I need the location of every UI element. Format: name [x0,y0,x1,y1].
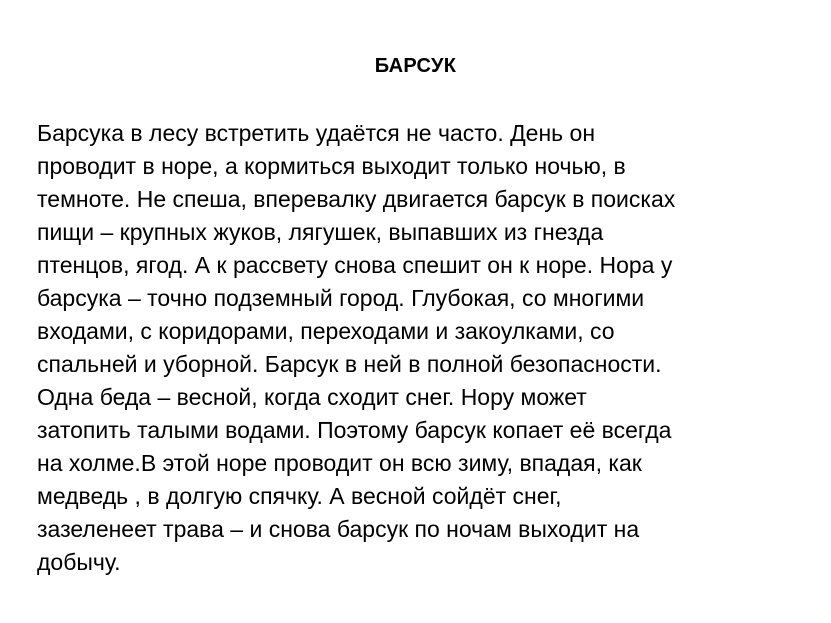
text-line: затопить талыми водами. Поэтому барсук копает её всегда [37,417,672,443]
text-line: медведь , в долгую спячку. А весной сойдёт снег, [37,483,562,509]
text-line: проводит в норе, а кормиться выходит только ночью, в [37,153,626,179]
text-line: добычу. [37,549,121,575]
text-line: темноте. Не спеша, вперевалку двигается барсук в поисках [37,186,676,212]
text-line: птенцов, ягод. А к рассвету снова спешит он к норе. Нора у [37,252,673,278]
text-line: Одна беда – весной, когда сходит снег. Нору может [37,384,587,410]
text-line: пищи – крупных жуков, лягушек, выпавших из гнезда [37,219,604,245]
text-line: барсука – точно подземный город. Глубокая, со многими [37,285,645,311]
text-line: входами, с коридорами, переходами и закоулками, со [37,318,615,344]
text-line: Барсука в лесу встретить удаётся не часто. День он [37,120,596,146]
text-line: на холме.В этой норе проводит он всю зиму, впадая, как [37,450,642,476]
text-line: спальней и уборной. Барсук в ней в полной безопасности. [37,351,662,377]
document-body [37,117,827,579]
text-line: зазеленеет трава – и снова барсук по ночам выходит на [37,516,640,542]
document-title: БАРСУК [374,55,457,77]
